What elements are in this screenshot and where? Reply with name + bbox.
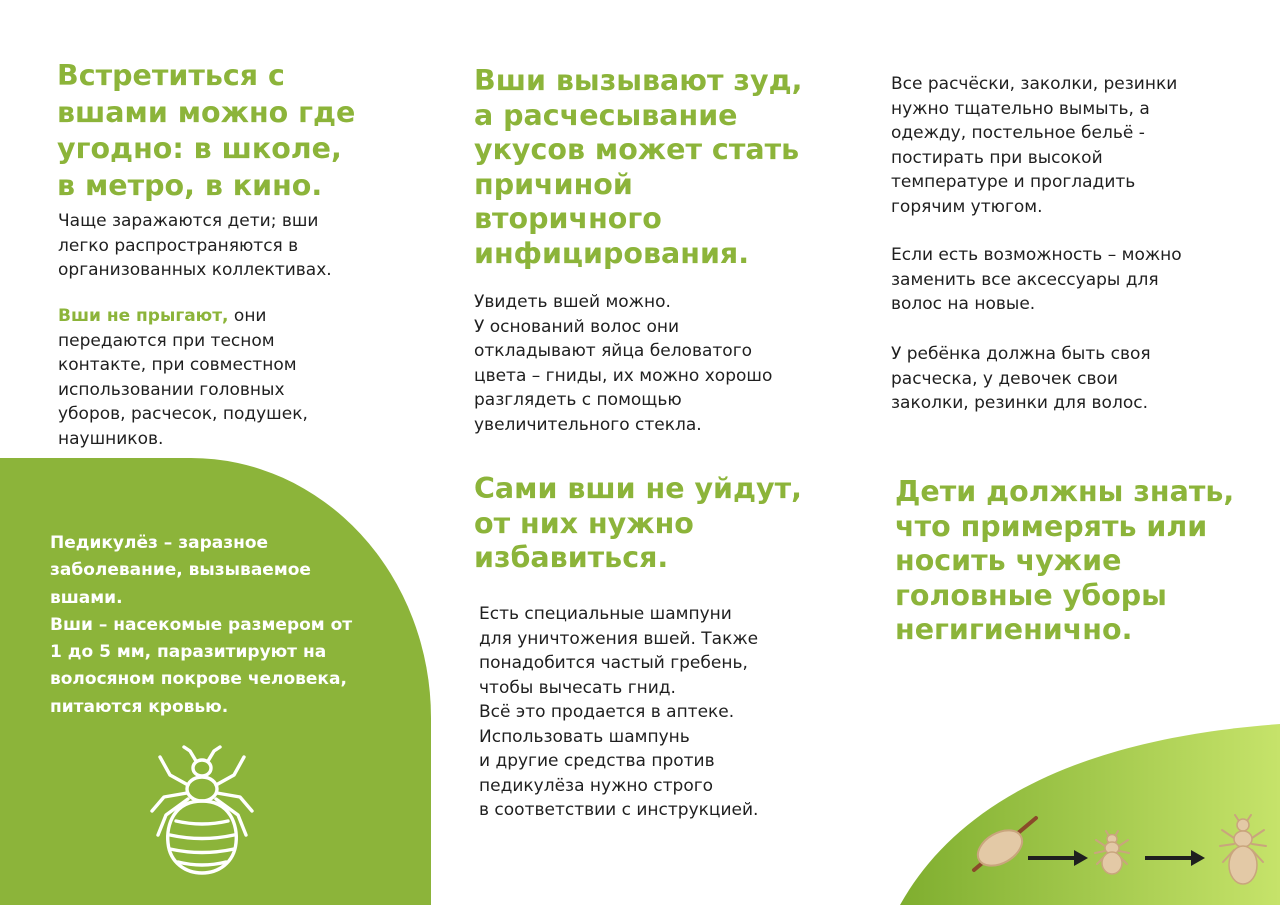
arrow-right-icon bbox=[1143, 848, 1207, 868]
arrow-right-icon bbox=[1026, 848, 1090, 868]
col3-paragraph-3: У ребёнка должна быть своя расческа, у девочек свои заколки, резинки для волос. bbox=[891, 344, 1151, 413]
louse-outline-icon bbox=[146, 745, 258, 877]
col1-paragraph-2-rest: они передаются при тесном контакте, при совместном использовании головных уборов, расчесок, подушек, наушников. bbox=[58, 306, 308, 449]
col2-paragraph-2: Есть специальные шампуни для уничтожения вшей. Также понадобится частый гребень, чтобы вычесать гнид. Всё это продается в аптеке. Использовать шампунь и другие средства против педикулёза нужно строго в соответствии с инструкцией. bbox=[479, 604, 759, 820]
adult-louse-icon bbox=[1218, 814, 1268, 886]
col1-heading: Встретиться с вшами можно где угодно: в школе, в метро, в кино. bbox=[57, 59, 356, 202]
col1-paragraph-1: Чаще заражаются дети; вши легко распространяются в организованных коллективах. bbox=[58, 211, 332, 280]
col2-paragraph-1: Увидеть вшей можно. У оснований волос они откладывают яйца беловатого цвета – гниды, их можно хорошо разглядеть с помощью увеличительного стекла. bbox=[474, 292, 773, 435]
col2-heading-2: Сами вши не уйдут, от них нужно избавиться. bbox=[474, 472, 802, 575]
col3-heading: Дети должны знать, что примерять или носить чужие головные уборы негигиенично. bbox=[895, 475, 1235, 647]
col1-paragraph-2 bbox=[58, 304, 418, 451]
col3-paragraph-2: Если есть возможность – можно заменить все аксессуары для волос на новые. bbox=[891, 245, 1182, 314]
green-info-panel-text: Педикулёз – заразное заболевание, вызываемое вшами. Вши – насекомые размером от 1 до 5 мм, паразитируют на волосяном покрове человека, питаются кровью. bbox=[50, 533, 353, 717]
col2-heading-1: Вши вызывают зуд, а расчесывание укусов может стать причиной вторичного инфицирования. bbox=[474, 64, 803, 270]
col3-paragraph-1: Все расчёски, заколки, резинки нужно тщательно вымыть, а одежду, постельное бельё - постирать при высокой температуре и прогладить горячим утюгом. bbox=[891, 74, 1178, 217]
col1-paragraph-2-highlight: Вши не прыгают, bbox=[58, 306, 229, 326]
nymph-icon bbox=[1093, 830, 1131, 876]
